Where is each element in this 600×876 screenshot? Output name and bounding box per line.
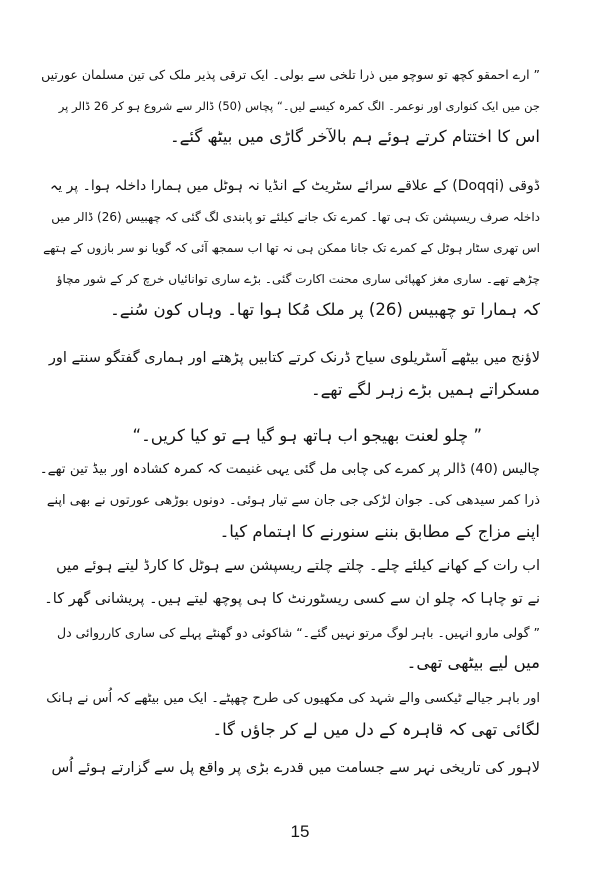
text-line: ” گولی مارو انہیں۔ باہر لوگ مرتو نہیں گئے۔“ شاکوئی دو گھنٹے پہلے کی ساری کارروائی دل: [57, 625, 540, 640]
text-line: کہ ہمارا تو چھبیس (26) پر ملک مُکا ہوا تھا۔ وہاں کون سُنے۔: [110, 300, 540, 319]
page-number: 15: [290, 822, 310, 841]
text-line: لاؤنج میں بیٹھے آسٹریلوی سیاح ڈرنک کرتے کتابیں پڑھتے اور ہماری گفتگو سنتے اور: [48, 350, 540, 366]
text-line: اب رات کے کھانے کیلئے چلے۔ چلتے چلتے ریسپشن سے ہوٹل کا کارڈ لیتے ہوئے میں: [56, 558, 540, 574]
text-line: اور باہر جیالے ٹیکسی والے شہد کی مکھیوں کی طرح چھپٹے۔ ایک میں بیٹھے کہ اُس نے ہانک: [46, 691, 540, 706]
text-line: نے تو چاہا کہ چلو ان سے کسی ریسٹورنٹ کا ہی پوچھ لیتے ہیں۔ پریشانی گھر کا۔: [44, 591, 540, 607]
text-line: چالیس (40) ڈالر پر کمرے کی چابی مل گئی یہی غنیمت کہ کمرہ کشادہ اور بیڈ تین تھے۔: [39, 461, 540, 477]
text-line: میں لیے بیٹھی تھی۔: [406, 653, 540, 672]
text-line: ڈوقی (Doqqi) کے علاقے سرائے سٹریٹ کے انڈیا نہ ہوٹل میں ہمارا داخلہ ہوا۔ پر یہ: [50, 178, 540, 194]
text-line: جن میں ایک کنواری اور نوعمر۔ الگ کمرہ کیسے لیں۔“ پچاس (50) ڈالر سے شروع ہو کر 26 ڈالر پر: [58, 99, 540, 113]
text-line: لاہور کی تاریخی نہر سے جسامت میں قدرے بڑی پر واقع پل سے گزارتے ہوئے اُس: [51, 760, 540, 776]
text-line: اس کا اختتام کرتے ہوئے ہم بالآخر گاڑی میں بیٹھ گئے۔: [170, 127, 540, 146]
text-line: مسکراتے ہمیں بڑے زہر لگے تھے۔: [310, 380, 540, 399]
text-line: ” ارے احمقو کچھ تو سوچو میں ذرا تلخی سے بولی۔ ایک ترقی پذیر ملک کی تین مسلمان عورتیں: [41, 67, 540, 82]
text-line: ذرا کمر سیدھی کی۔ جوان لڑکی جی جان سے تیار ہوئی۔ دونوں بوڑھی عورتوں نے بھی اپنے: [46, 493, 540, 508]
text-line: اپنے مزاج کے مطابق بننے سنورنے کا اہتمام کیا۔: [219, 522, 540, 541]
text-line: داخلہ صرف ریسپشن تک ہی تھا۔ کمرے تک جانے کیلئے تو پابندی لگ گئی کہ چھبیس (26) ڈالر میں: [51, 210, 540, 224]
text-line: ” چلو لعنت بھیجو اب ہاتھ ہو گیا ہے تو کیا کریں۔“: [132, 426, 482, 445]
text-line: چڑھے تھے۔ ساری مغز کھپائی ساری محنت اکارت گئی۔ بڑے ساری توانائیاں خرچ کر کے شور مچاؤ: [56, 272, 540, 286]
text-line: لگائی تھی کہ قاہرہ کے دل میں لے کر جاؤں گا۔: [212, 720, 540, 739]
text-line: اس تھری سٹار ہوٹل کے کمرے تک جانا ممکن ہی نہ تھا اب سمجھ آئی کہ گویا نو سر بازوں کے ہتھے: [43, 241, 540, 255]
